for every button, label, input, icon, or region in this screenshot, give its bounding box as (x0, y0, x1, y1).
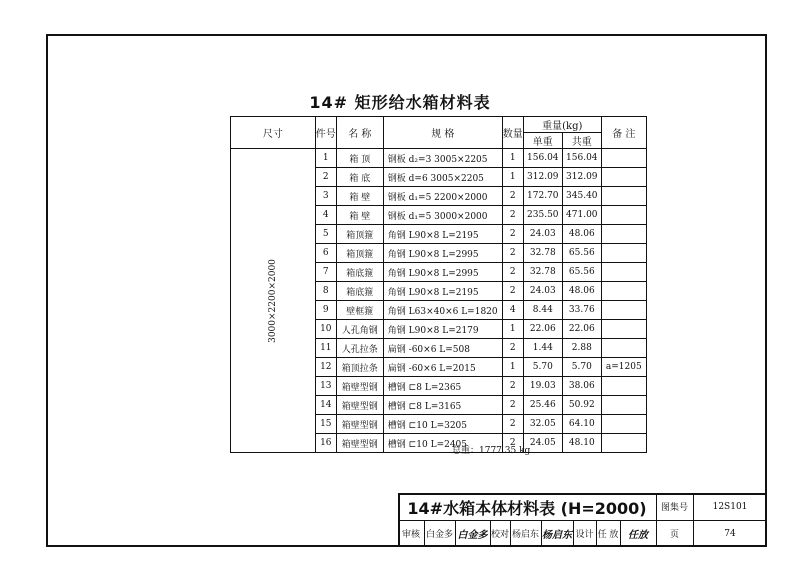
note-cell (601, 282, 646, 301)
total-weight-cell: 64.10 (562, 415, 601, 434)
col-qty-header: 数量 (502, 117, 523, 149)
quantity-cell: 4 (502, 301, 523, 320)
designer-signature: 任放 (628, 530, 648, 541)
unit-weight-cell: 156.04 (523, 149, 562, 168)
part-number-cell: 4 (315, 206, 336, 225)
total-weight-cell: 50.92 (562, 396, 601, 415)
note-cell (601, 225, 646, 244)
design-label: 设计 (575, 530, 594, 540)
note-cell (601, 415, 646, 434)
checker-name: 杨启东 (511, 530, 539, 540)
part-name-cell: 箱 顶 (336, 149, 383, 168)
page-label: 页 (669, 530, 679, 540)
note-cell (601, 434, 646, 453)
table-row (231, 149, 647, 168)
unit-weight-cell: 8.44 (523, 301, 562, 320)
spec-cell: 扁钢 -60×6 L=508 (383, 339, 502, 358)
col-unit-weight-header: 单重 (523, 133, 562, 149)
unit-weight-cell: 32.78 (523, 244, 562, 263)
note-cell (601, 168, 646, 187)
note-cell (601, 206, 646, 225)
quantity-cell: 2 (502, 282, 523, 301)
quantity-cell: 1 (502, 320, 523, 339)
dimension-cell (231, 149, 316, 453)
total-weight-cell: 2.88 (562, 339, 601, 358)
quantity-cell: 2 (502, 206, 523, 225)
unit-weight-cell: 172.70 (523, 187, 562, 206)
note-cell (601, 244, 646, 263)
spec-cell: 角钢 L90×8 L=2195 (383, 225, 502, 244)
total-weight-cell: 65.56 (562, 244, 601, 263)
unit-weight-cell: 22.06 (523, 320, 562, 339)
unit-weight-cell: 19.03 (523, 377, 562, 396)
quantity-cell: 1 (502, 149, 523, 168)
part-name-cell: 箱 底 (336, 168, 383, 187)
spec-cell: 槽钢 ⊏10 L=2405 (383, 434, 502, 453)
spec-cell: 角钢 L90×8 L=2995 (383, 263, 502, 282)
part-name-cell: 箱壁型钢 (336, 415, 383, 434)
col-spec-header: 规 格 (383, 117, 502, 149)
part-number-cell: 9 (315, 301, 336, 320)
part-number-cell: 2 (315, 168, 336, 187)
part-number-cell: 13 (315, 377, 336, 396)
unit-weight-cell: 25.46 (523, 396, 562, 415)
note-cell (601, 320, 646, 339)
quantity-cell: 2 (502, 415, 523, 434)
spec-cell: 扁钢 -60×6 L=2015 (383, 358, 502, 377)
spec-cell: 角钢 L90×8 L=2179 (383, 320, 502, 339)
quantity-cell: 2 (502, 339, 523, 358)
spec-cell: 槽钢 ⊏8 L=2365 (383, 377, 502, 396)
total-weight-cell: 48.06 (562, 225, 601, 244)
part-name-cell: 箱壁型钢 (336, 434, 383, 453)
material-table-body (231, 149, 647, 453)
note-cell (601, 301, 646, 320)
part-number-cell: 11 (315, 339, 336, 358)
quantity-cell: 2 (502, 396, 523, 415)
quantity-cell: 2 (502, 434, 523, 453)
unit-weight-cell: 32.05 (523, 415, 562, 434)
total-weight-cell: 22.06 (562, 320, 601, 339)
quantity-cell: 2 (502, 187, 523, 206)
total-weight-cell: 345.40 (562, 187, 601, 206)
total-weight-cell: 5.70 (562, 358, 601, 377)
spec-cell: 角钢 L90×8 L=2195 (383, 282, 502, 301)
spec-cell: 钢板 d₁=5 3000×2000 (383, 206, 502, 225)
review-label: 审核 (401, 530, 420, 540)
note-cell (601, 377, 646, 396)
total-weight-cell: 33.76 (562, 301, 601, 320)
atlas-label: 图集号 (660, 503, 688, 513)
unit-weight-cell: 312.09 (523, 168, 562, 187)
col-total-weight-header: 共重 (562, 133, 601, 149)
part-number-cell: 12 (315, 358, 336, 377)
part-number-cell: 14 (315, 396, 336, 415)
checker-signature: 杨启东 (542, 530, 572, 541)
total-weight-cell: 48.10 (562, 434, 601, 453)
table-title: 14# 矩形给水箱材料表 (309, 93, 491, 112)
unit-weight-cell: 24.03 (523, 225, 562, 244)
reviewer-signature: 白金多 (457, 530, 488, 541)
note-cell (601, 263, 646, 282)
dimension-label: 3000×2200×2000 (267, 258, 278, 343)
part-name-cell: 人孔拉条 (336, 339, 383, 358)
unit-weight-cell: 5.70 (523, 358, 562, 377)
page-number: 74 (724, 528, 736, 539)
spec-cell: 钢板 d₁=5 2200×2000 (383, 187, 502, 206)
titleblock-title: 14#水箱本体材料表 (H=2000) (407, 498, 647, 518)
part-number-cell: 8 (315, 282, 336, 301)
quantity-cell: 2 (502, 263, 523, 282)
part-name-cell: 箱底箍 (336, 263, 383, 282)
part-number-cell: 15 (315, 415, 336, 434)
total-weight: 总重：1777.35 kg (452, 446, 531, 456)
atlas-number: 12S101 (712, 501, 748, 512)
part-name-cell: 箱顶拉条 (336, 358, 383, 377)
part-name-cell: 箱 壁 (336, 206, 383, 225)
total-weight-cell: 156.04 (562, 149, 601, 168)
reviewer-name: 白金多 (425, 530, 453, 540)
spec-cell: 槽钢 ⊏8 L=3165 (383, 396, 502, 415)
quantity-cell: 1 (502, 358, 523, 377)
part-name-cell: 箱壁型钢 (336, 396, 383, 415)
total-weight-cell: 312.09 (562, 168, 601, 187)
material-table (230, 116, 647, 453)
total-weight-cell: 38.06 (562, 377, 601, 396)
quantity-cell: 2 (502, 377, 523, 396)
unit-weight-cell: 1.44 (523, 339, 562, 358)
note-cell (601, 149, 646, 168)
col-name-header: 名 称 (336, 117, 383, 149)
part-name-cell: 人孔角钢 (336, 320, 383, 339)
part-number-cell: 1 (315, 149, 336, 168)
unit-weight-cell: 24.05 (523, 434, 562, 453)
quantity-cell: 2 (502, 244, 523, 263)
part-name-cell: 箱顶箍 (336, 225, 383, 244)
spec-cell: 钢板 d₂=3 3005×2205 (383, 149, 502, 168)
part-name-cell: 箱顶箍 (336, 244, 383, 263)
total-weight-cell: 48.06 (562, 282, 601, 301)
part-number-cell: 5 (315, 225, 336, 244)
note-cell (601, 396, 646, 415)
check-label: 校对 (490, 530, 509, 540)
total-weight-cell: 471.00 (562, 206, 601, 225)
part-number-cell: 6 (315, 244, 336, 263)
quantity-cell: 2 (502, 225, 523, 244)
unit-weight-cell: 32.78 (523, 263, 562, 282)
spec-cell: 槽钢 ⊏10 L=3205 (383, 415, 502, 434)
part-number-cell: 16 (315, 434, 336, 453)
part-name-cell: 箱底箍 (336, 282, 383, 301)
part-name-cell: 壁框箍 (336, 301, 383, 320)
note-cell (601, 187, 646, 206)
spec-cell: 角钢 L90×8 L=2995 (383, 244, 502, 263)
spec-cell: 钢板 d=6 3005×2205 (383, 168, 502, 187)
col-no-header: 件号 (315, 117, 336, 149)
part-name-cell: 箱壁型钢 (336, 377, 383, 396)
designer-name: 任 放 (597, 530, 619, 540)
note-cell (601, 339, 646, 358)
unit-weight-cell: 24.03 (523, 282, 562, 301)
col-note-header: 备 注 (601, 117, 646, 149)
part-name-cell: 箱 壁 (336, 187, 383, 206)
part-number-cell: 10 (315, 320, 336, 339)
part-number-cell: 3 (315, 187, 336, 206)
col-weight-header: 重量(kg) (523, 117, 601, 133)
total-weight-cell: 65.56 (562, 263, 601, 282)
unit-weight-cell: 235.50 (523, 206, 562, 225)
quantity-cell: 1 (502, 168, 523, 187)
col-size-header: 尺寸 (231, 117, 316, 149)
note-cell: a=1205 (601, 358, 646, 377)
spec-cell: 角钢 L63×40×6 L=1820 (383, 301, 502, 320)
part-number-cell: 7 (315, 263, 336, 282)
